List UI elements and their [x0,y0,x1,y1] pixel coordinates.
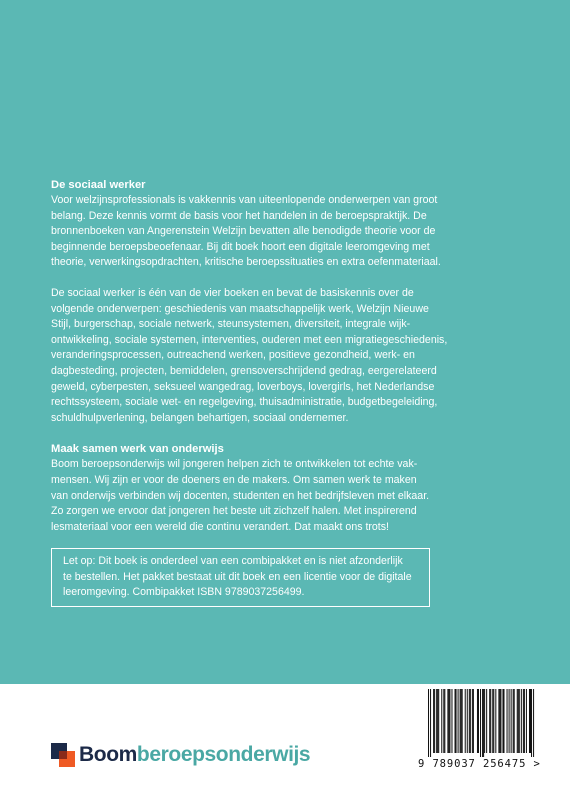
barcode-bar [465,689,466,753]
text-line: volgende onderwerpen: geschiedenis van maatschappelijk werk, Welzijn Nieuwe [51,302,429,315]
logo-text-boom: Boom [79,743,137,766]
text-line: van onderwijs verbinden wij docenten, studenten en het bedrijfsleven met elkaar. [51,489,430,502]
barcode-bar [521,689,522,753]
barcode-bar [461,689,462,753]
barcode-bar [484,689,485,753]
logo-text-beroepsonderwijs: beroepsonderwijs [136,743,311,766]
barcode-bar [523,689,524,753]
publisher-logo [51,738,310,772]
barcode-icon [418,687,538,757]
barcode-bar [518,689,519,753]
intro-paragraph [51,193,531,271]
notice-line: leeromgeving. Combipakket ISBN 9789037256499. [63,586,305,599]
barcode-bar [533,689,534,757]
text-line: Voor welzijnsprofessionals is vakkennis van uiteenlopende onderwerpen van groot [51,194,438,206]
text-line: rechtssysteem, sociale wet- en regelgeving, thuisadministratie, budgetbegeleiding, [51,396,438,409]
barcode-bar [482,689,483,757]
barcode-bar [451,689,452,753]
barcode-bar [526,689,527,753]
publisher-paragraph [51,457,531,535]
barcode-bar [524,689,525,753]
barcode-bar [441,689,442,753]
barcode-bar [473,689,474,753]
barcode-bar [437,689,438,753]
barcode-bar [492,689,493,753]
text-line: beginnende beroepsbeoefenaar. Bij dit boek hoort een digitale leeromgeving met [51,240,430,253]
barcode-bar [428,689,429,757]
barcode-bar [444,689,445,753]
barcode-bar [529,689,530,753]
text-line: mensen. Wij zijn er voor de doeners en de makers. Om samen werk te maken [51,473,417,486]
barcode-bar [511,689,512,753]
section-heading-sociaal-werker: De sociaal werker [51,179,146,191]
back-cover-text [51,177,531,607]
barcode-bar [460,689,461,753]
text-line: Boom beroepsonderwijs wil jongeren helpen zich te ontwikkelen tot echte vak- [51,458,418,471]
barcode-bar [517,689,518,753]
topics-paragraph [51,286,531,426]
barcode-bar [477,689,478,753]
barcode-bar [502,689,503,753]
boom-logo-icon [51,743,75,767]
barcode-bar [483,689,484,757]
text-line: schuldhulpverlening, belangen behartigen, sociaal ondernemer. [51,411,349,424]
combipakket-notice [51,548,430,607]
barcode-bar [493,689,494,753]
barcode-bar [478,689,479,753]
barcode-bar [458,689,459,753]
barcode-bar [514,689,515,753]
barcode-bar [456,689,457,753]
barcode-digits: 9 789037 256475 > [418,758,541,770]
text-line: ontwikkeling, sociale systemen, interventies, ouderen met een migratiegeschiedenis, [51,333,448,346]
barcode-bar [489,689,490,753]
barcode-bar [490,689,491,753]
barcode-bar [507,689,508,753]
text-line: lesmateriaal voor een wereld die continu verandert. Dat maakt ons trots! [51,520,389,533]
barcode-bar [455,689,456,753]
isbn-barcode [418,687,541,773]
notice-line: te bestellen. Het pakket bestaat uit dit boek en een licentie voor de digitale [63,570,412,583]
barcode-bar [530,689,531,753]
barcode-bar [513,689,514,753]
barcode-bar [499,689,500,753]
barcode-bar [503,689,504,753]
barcode-bar [449,689,450,753]
barcode-bar [443,689,444,753]
barcode-bar [495,689,496,753]
text-line: bronnenboeken van Angerenstein Welzijn bevatten alle benodigde theorie voor de [51,225,436,238]
text-line: theorie, verwerkingsopdrachten, kritische beroepssituaties en extra oefenmateriaal. [51,256,441,269]
text-line: veranderingsprocessen, outreachend werken, positieve gezondheid, werk- en [51,349,415,362]
notice-line: Let op: Dit boek is onderdeel van een combipakket en is niet afzonderlijk [63,555,403,568]
barcode-bar [448,689,449,753]
barcode-bar [447,689,448,753]
barcode-bar [469,689,470,753]
text-line: Stijl, burgerschap, sociale netwerk, steunsystemen, diversiteit, integrale wijk- [51,318,411,331]
barcode-bar [500,689,501,753]
text-line: dagbesteding, projecten, bemiddelen, grensoverschrijdend gedrag, eergerelateerd [51,364,437,377]
barcode-bar [433,689,434,753]
barcode-bar [438,689,439,753]
text-line: belang. Deze kennis vormt de basis voor het handelen in de beroepspraktijk. De [51,209,427,222]
barcode-bar [467,689,468,753]
barcode-bar [480,689,481,757]
barcode-bar [498,689,499,753]
barcode-bar [519,689,520,753]
text-line: geweld, cyberpesten, seksueel wangedrag, loverboys, lovergirls, het Nederlandse [51,380,435,393]
section-heading-onderwijs: Maak samen werk van onderwijs [51,443,224,456]
barcode-bar [434,689,435,753]
barcode-bar [472,689,473,753]
barcode-bar [462,689,463,753]
barcode-bar [430,689,431,757]
barcode-bar [509,689,510,753]
barcode-bar [486,689,487,753]
text-line: De sociaal werker is één van de vier boeken en bevat de basiskennis over de [51,286,414,299]
barcode-bar [436,689,437,753]
barcode-bar [531,689,532,757]
barcode-bar [470,689,471,753]
text-line: Zo zorgen we ervoor dat jongeren het beste uit zichzelf halen. Met inspirerend [51,505,417,518]
